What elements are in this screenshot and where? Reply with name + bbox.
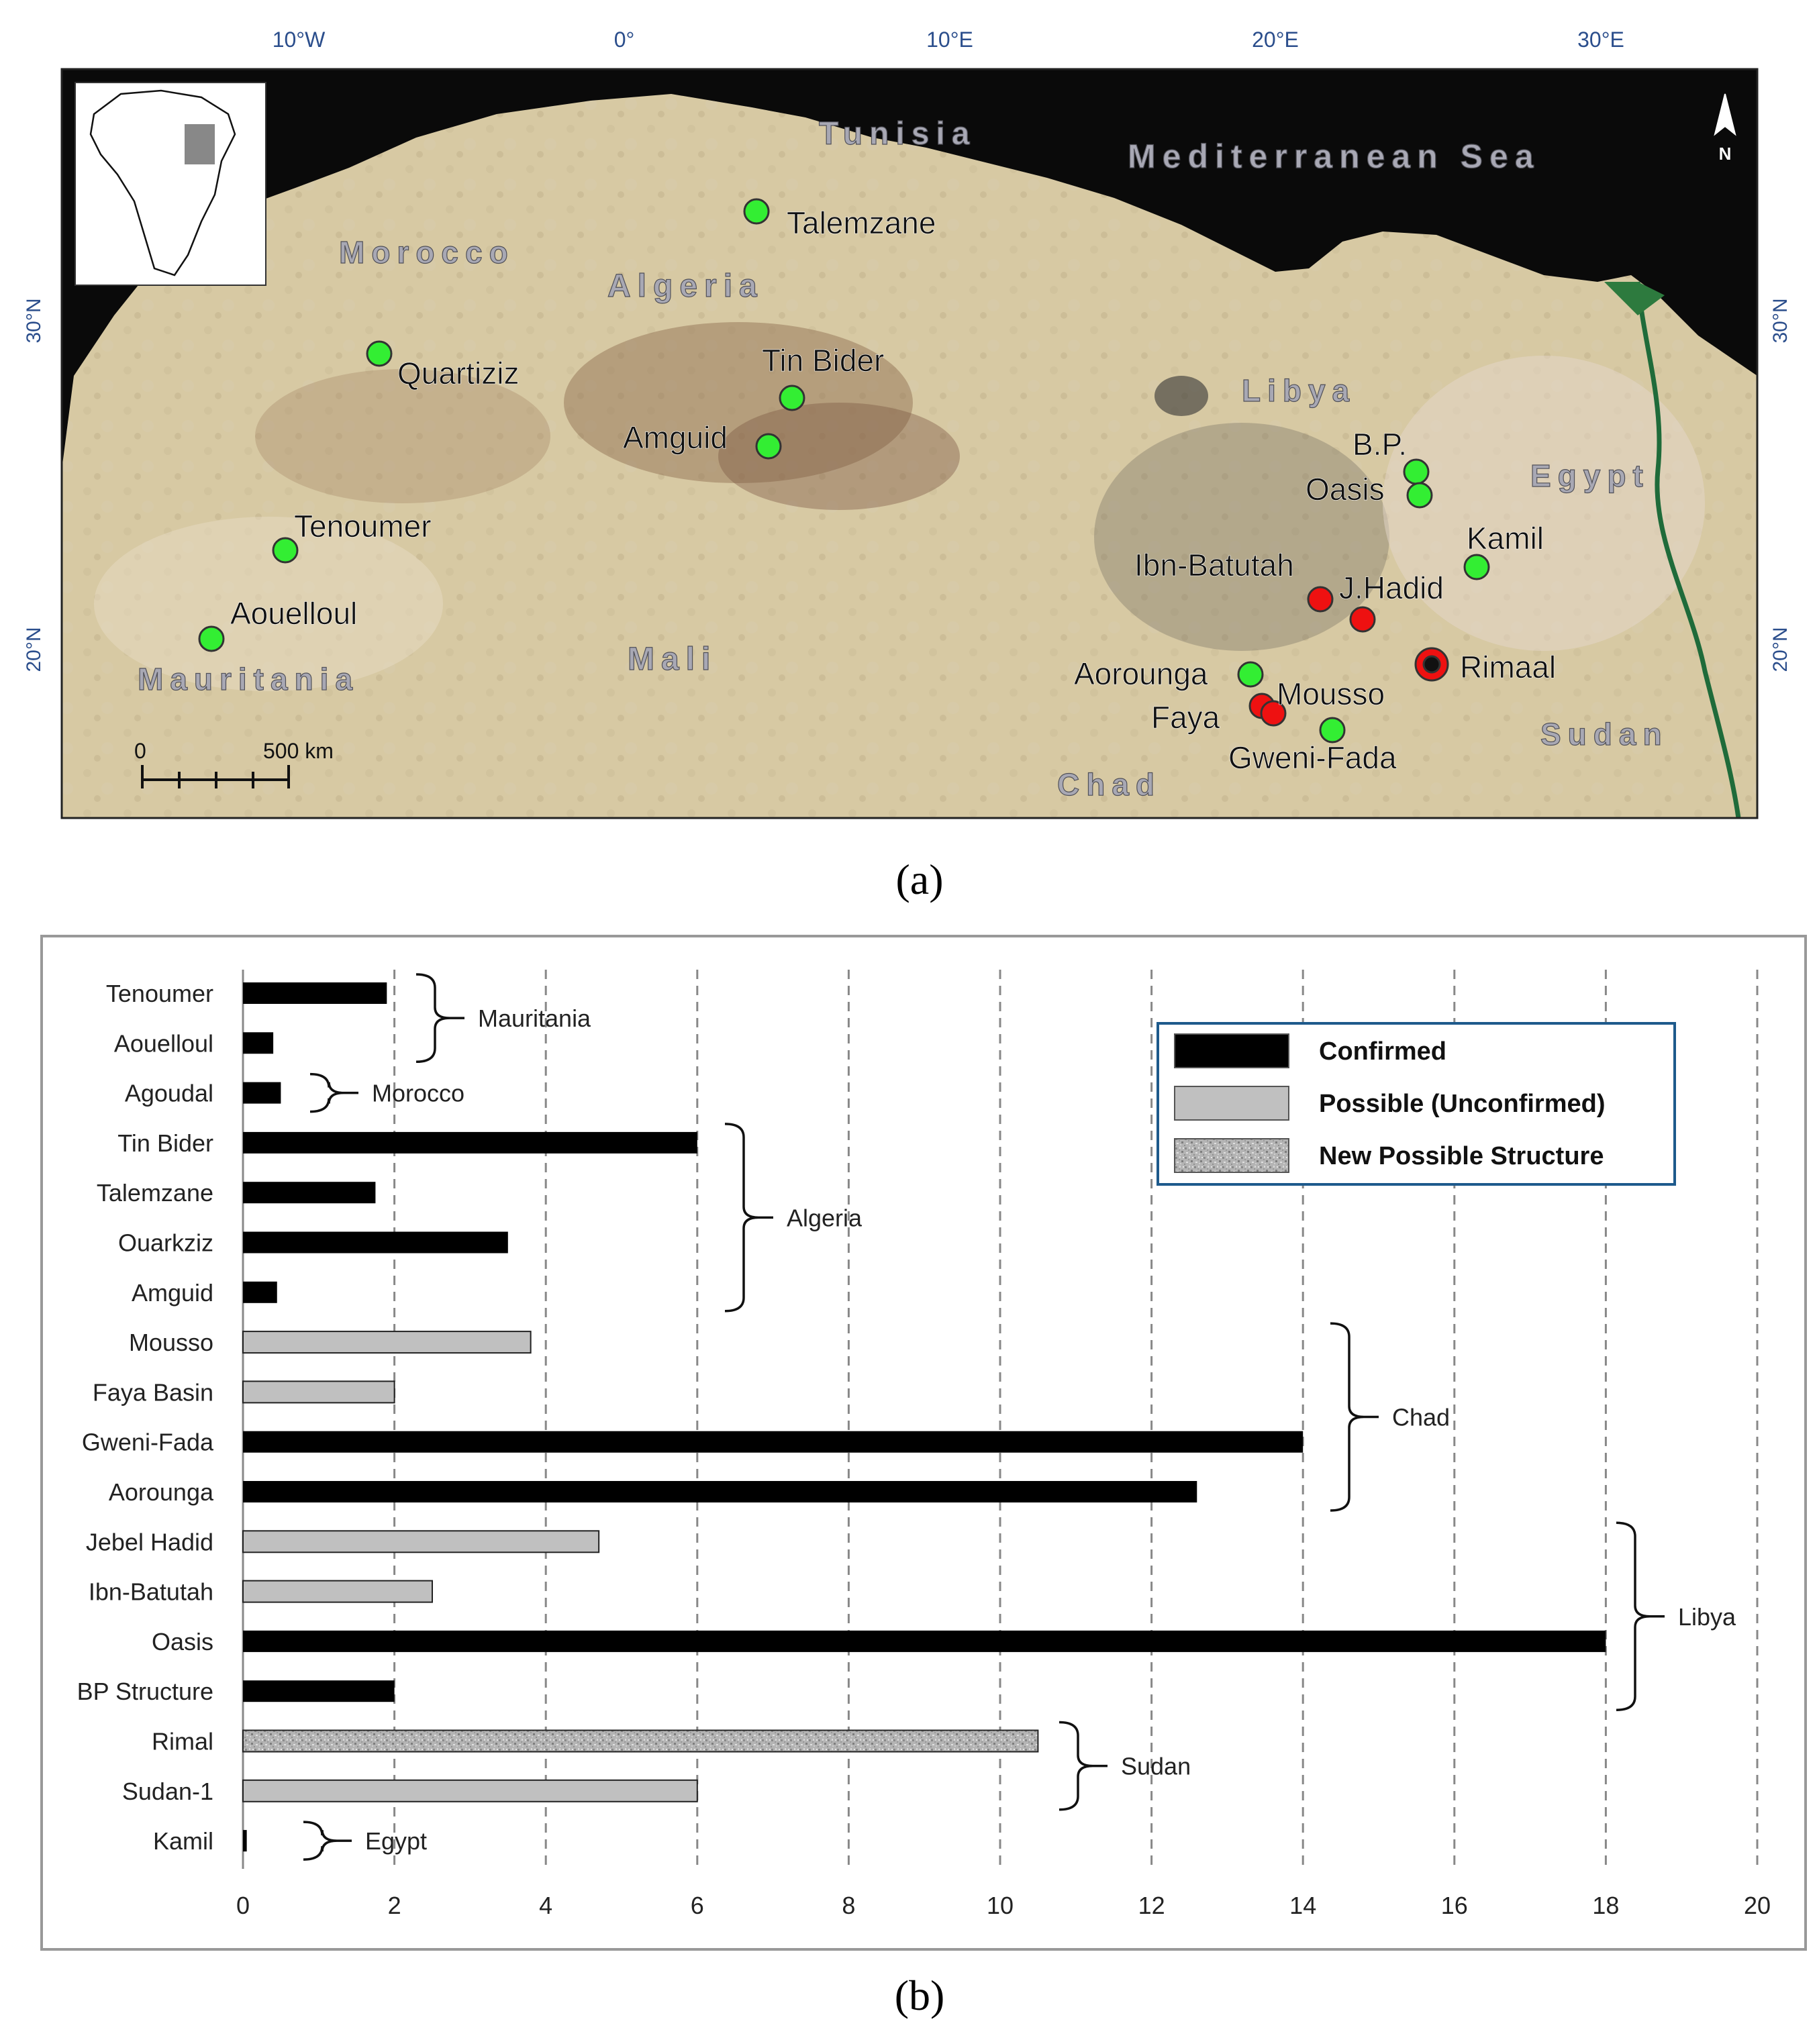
- category-label: Rimal: [151, 1727, 213, 1755]
- region-label: Tunisia: [819, 116, 977, 152]
- bar: [243, 1830, 247, 1851]
- site-label: Faya: [1151, 700, 1220, 735]
- x-tick-label: 12: [1138, 1892, 1165, 1919]
- category-label: BP Structure: [77, 1678, 213, 1706]
- site-label: Ibn-Batutah: [1134, 548, 1294, 582]
- category-label: Oasis: [151, 1627, 213, 1655]
- marker-talemzane: [744, 199, 769, 223]
- marker-rimaal-center: [1424, 656, 1440, 672]
- x-tick-label: 2: [387, 1892, 401, 1919]
- lon-label-10w: 10°W: [272, 28, 326, 52]
- category-label: Aorounga: [108, 1478, 213, 1506]
- x-tick-label: 20: [1743, 1892, 1771, 1919]
- scale-bar-start: 0: [134, 739, 146, 763]
- category-label: Faya Basin: [92, 1378, 213, 1407]
- marker-gweni-fada: [1320, 718, 1344, 742]
- bar: [243, 1331, 531, 1353]
- bar: [243, 1232, 508, 1254]
- marker-aorounga: [1238, 662, 1263, 686]
- marker-oasis: [1408, 483, 1432, 507]
- bar: [243, 1282, 277, 1303]
- category-label: Jebel Hadid: [85, 1528, 213, 1556]
- site-label: Kamil: [1467, 521, 1544, 556]
- x-tick-label: 0: [236, 1892, 250, 1919]
- bar: [243, 1780, 697, 1802]
- terrain-patch: [1154, 376, 1208, 416]
- site-label: Amguid: [623, 420, 728, 455]
- category-label: Amguid: [131, 1278, 213, 1307]
- category-label: Ouarkziz: [117, 1229, 213, 1257]
- marker-jhadid: [1350, 607, 1375, 631]
- group-label: Egypt: [365, 1827, 428, 1855]
- x-tick-label: 14: [1289, 1892, 1317, 1919]
- site-label: Tenoumer: [294, 509, 432, 544]
- bar: [243, 1132, 697, 1154]
- region-label: Mali: [628, 642, 718, 677]
- site-label: Aorounga: [1074, 656, 1208, 691]
- group-label: Algeria: [787, 1204, 863, 1232]
- terrain-patch: [1094, 423, 1389, 651]
- lat-label-20n-right: 20°N: [1769, 627, 1791, 672]
- bar: [243, 1032, 273, 1054]
- site-label: Aouelloul: [230, 596, 358, 631]
- site-label: Tin Bider: [762, 343, 885, 378]
- lon-label-0: 0°: [613, 28, 635, 52]
- lon-label-20e: 20°E: [1252, 28, 1299, 52]
- x-tick-label: 16: [1440, 1892, 1468, 1919]
- bar: [243, 1531, 599, 1552]
- region-label: Mauritania: [138, 662, 360, 697]
- panel-b-caption: (b): [894, 1972, 945, 2019]
- category-label: Agoudal: [124, 1079, 213, 1107]
- category-label: Mousso: [128, 1329, 213, 1357]
- category-label: Aouelloul: [113, 1029, 213, 1058]
- legend-label: Confirmed: [1319, 1037, 1446, 1066]
- lat-label-30n-left: 30°N: [23, 298, 45, 344]
- legend-swatch: [1175, 1034, 1289, 1068]
- bar: [243, 982, 387, 1004]
- region-label: Chad: [1057, 767, 1161, 802]
- category-label: Talemzane: [96, 1179, 213, 1207]
- lat-label-30n-right: 30°N: [1769, 298, 1791, 344]
- group-label: Mauritania: [478, 1005, 591, 1033]
- lon-label-10e: 10°E: [926, 28, 973, 52]
- bar: [243, 1581, 432, 1602]
- group-label: Libya: [1678, 1602, 1736, 1631]
- north-arrow-label: N: [1718, 144, 1732, 164]
- site-label: B.P.: [1353, 427, 1407, 462]
- region-label: Egypt: [1530, 458, 1650, 493]
- site-label: Mousso: [1277, 676, 1385, 711]
- satellite-map-panel: [23, 28, 1791, 818]
- category-label: Ibn-Batutah: [88, 1578, 213, 1606]
- x-tick-label: 18: [1592, 1892, 1620, 1919]
- site-label: Gweni-Fada: [1228, 740, 1397, 775]
- category-label: Tin Bider: [117, 1129, 213, 1157]
- category-label: Sudan-1: [121, 1777, 213, 1805]
- site-label: Oasis: [1306, 472, 1385, 507]
- category-label: Gweni-Fada: [81, 1428, 213, 1456]
- legend-label: New Possible Structure: [1319, 1142, 1604, 1170]
- x-tick-label: 8: [842, 1892, 856, 1919]
- site-label: Quartiziz: [397, 356, 520, 391]
- marker-kamil: [1465, 555, 1489, 579]
- region-label: Algeria: [607, 268, 764, 304]
- lon-label-30e: 30°E: [1577, 28, 1624, 52]
- bar: [243, 1431, 1303, 1453]
- region-label: Morocco: [339, 235, 515, 270]
- bar: [243, 1481, 1197, 1502]
- marker-bp: [1404, 460, 1428, 484]
- group-label: Morocco: [372, 1079, 465, 1107]
- bar: [243, 1731, 1038, 1752]
- region-label: Mediterranean Sea: [1128, 138, 1540, 175]
- x-tick-label: 4: [539, 1892, 553, 1919]
- study-area-highlight: [185, 124, 215, 164]
- marker-tin-bider: [780, 386, 804, 410]
- bar: [243, 1082, 281, 1104]
- marker-aouelloul: [199, 627, 224, 651]
- scale-bar-end: 500 km: [263, 739, 334, 763]
- marker-quartiziz: [367, 342, 391, 366]
- bar: [243, 1381, 395, 1402]
- legend-swatch: [1175, 1139, 1289, 1172]
- marker-ibn-batutah: [1308, 587, 1332, 611]
- region-label: Sudan: [1540, 717, 1669, 752]
- category-label: Tenoumer: [105, 980, 213, 1007]
- x-tick-label: 6: [690, 1892, 704, 1919]
- region-label: Libya: [1242, 373, 1357, 408]
- legend-label: Possible (Unconfirmed): [1319, 1090, 1606, 1118]
- site-label: Rimaal: [1460, 650, 1557, 684]
- panel-a-caption: (a): [895, 856, 944, 903]
- group-label: Chad: [1392, 1403, 1451, 1431]
- terrain-patch: [718, 403, 960, 510]
- bar: [243, 1631, 1606, 1652]
- group-label: Sudan: [1121, 1752, 1191, 1780]
- x-tick-label: 10: [986, 1892, 1014, 1919]
- legend-swatch: [1175, 1086, 1289, 1120]
- marker-amguid: [756, 434, 781, 458]
- bar: [243, 1680, 395, 1702]
- category-label: Kamil: [152, 1827, 213, 1855]
- site-label: J.Hadid: [1339, 570, 1444, 605]
- site-label: Talemzane: [787, 205, 936, 240]
- lat-label-20n-left: 20°N: [23, 627, 45, 672]
- bar: [243, 1182, 375, 1203]
